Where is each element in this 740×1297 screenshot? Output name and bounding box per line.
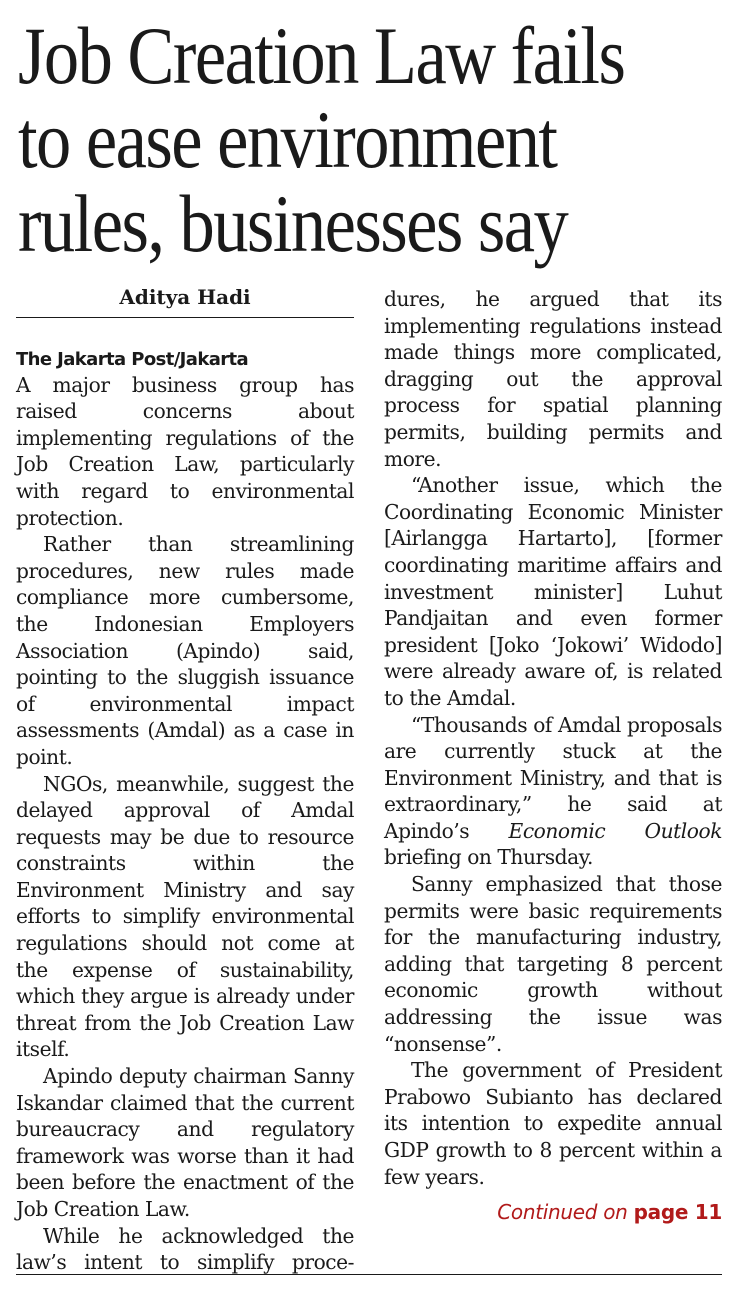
headline-line-1: Job Creation Law fails bbox=[18, 10, 625, 101]
paragraph: Apindo deputy chairman Sanny Iskandar claimed that the current bureaucracy and regulatory framework was worse than it had been before the enactment of the Job Creation Law. bbox=[16, 1064, 354, 1221]
paragraph: Rather than streamlining procedures, new rules made compliance more cumbersome, the Indonesian Employers Association (Apindo) said, pointing to the sluggish issuance of environmental impact assessments (Amdal) as a case in point. bbox=[16, 532, 354, 769]
continued-on-link[interactable] bbox=[497, 1200, 722, 1224]
paragraph-text: briefing on Thursday. bbox=[384, 845, 593, 870]
headline-line-2: to ease environment bbox=[18, 94, 557, 185]
publication-title: Economic Outlook bbox=[508, 818, 723, 843]
paragraph: “Another issue, which the Coordinating Economic Minister [Airlangga Hartarto], [former coordinating maritime affairs and investment minister] Luhut Pandjaitan and even former president [Joko ‘Jokowi’ Widodo] were already aware of, is related to the Amdal. bbox=[384, 473, 722, 710]
paragraph: A major business group has raised concerns about implementing regulations of the Job Creation Law, particularly with regard to environmental protection. bbox=[16, 372, 354, 530]
headline bbox=[18, 10, 634, 269]
byline: Aditya Hadi bbox=[16, 284, 354, 318]
paragraph: dures, he argued that its implementing regulations instead made things more complicated, dragging out the approval process for spatial planning permits, building permits and more. bbox=[384, 287, 722, 471]
continued-label: Continued on bbox=[497, 1200, 628, 1224]
headline-line-3: rules, businesses say bbox=[18, 178, 568, 269]
dateline: The Jakarta Post/Jakarta bbox=[16, 348, 249, 370]
bottom-rule-divider bbox=[16, 1274, 722, 1275]
continued-page: page 11 bbox=[633, 1200, 722, 1224]
paragraph: While he acknowledged the law’s intent to simplify proce- bbox=[16, 1223, 354, 1275]
article-column-right bbox=[384, 286, 722, 1190]
paragraph: NGOs, meanwhile, suggest the delayed approval of Amdal requests may be due to resource constraints within the Environment Ministry and say efforts to simplify environmental regulations should not come at the expense of sustainability, which they argue is already under threat from the Job Creation Law itself. bbox=[16, 771, 354, 1062]
paragraph bbox=[384, 712, 722, 872]
paragraph-text: “Thousands of Amdal proposals are currently stuck at the Environment Ministry, and that is extraordinary,” he said at Apindo’s bbox=[384, 712, 722, 843]
paragraph: Sanny emphasized that those permits were basic requirements for the manufacturing industry, adding that targeting 8 percent economic growth without addressing the issue was “nonsense”. bbox=[384, 872, 722, 1056]
paragraph: The government of President Prabowo Subianto has declared its intention to expedite annual GDP growth to 8 percent within a few years. bbox=[384, 1058, 722, 1189]
article-column-left bbox=[16, 284, 354, 1276]
